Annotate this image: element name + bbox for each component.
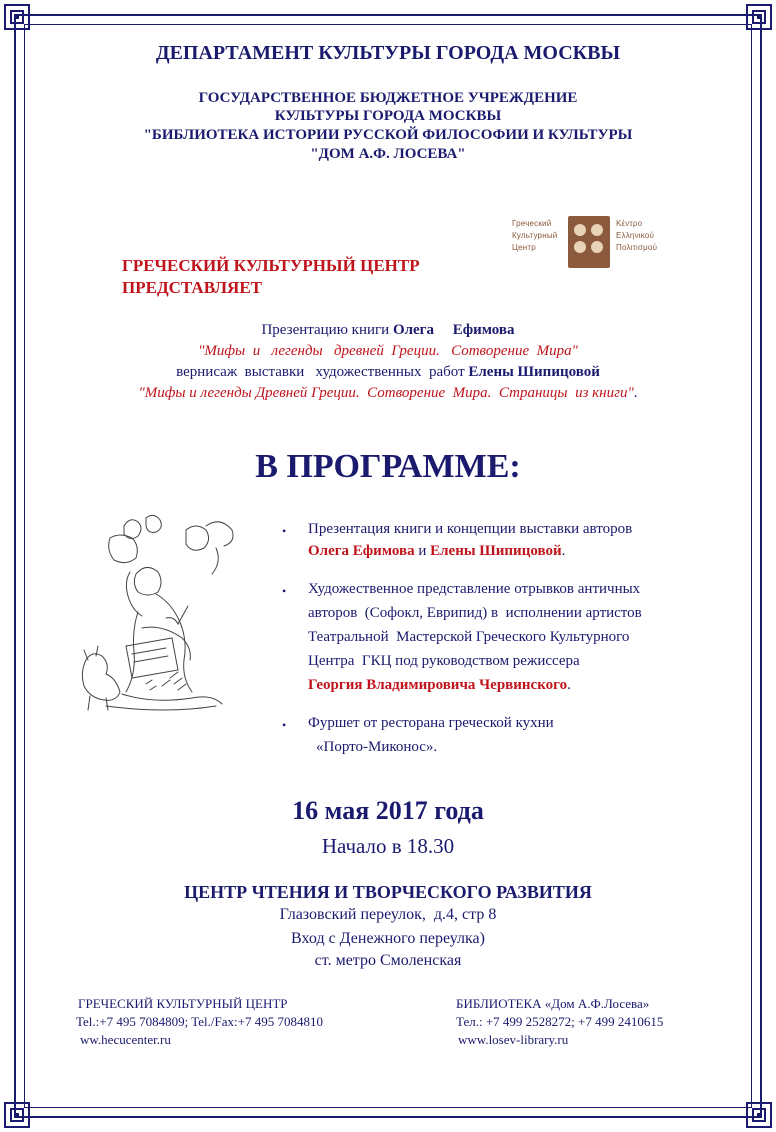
institution-line-4: "ДОМ А.Ф. ЛОСЕВА" [310,146,466,162]
vernissage-text: вернисаж выставки художественных работ [176,364,465,380]
program-item-3-line-2: «Порто-Миконос». [316,739,438,755]
exhibition-title-line: "Мифы и легенды Древней Греции. Сотворение Мира. Страницы из книги". [138,385,638,401]
logo-emblem-icon [568,216,610,268]
presentation-intro: Презентацию книги [261,322,390,338]
footer-right-phones: Тел.: +7 499 2528272; +7 499 2410615 [456,1014,664,1029]
program-item-2-line-5: Георгия Владимировича Червинского. [308,677,571,693]
institution-line-1: ГОСУДАРСТВЕННОЕ БЮДЖЕТНОЕ УЧРЕЖДЕНИЕ [198,90,578,106]
institution-line-2: КУЛЬТУРЫ ГОРОДА МОСКВЫ [274,108,502,124]
program-heading: В ПРОГРАММЕ: [255,448,521,485]
footer-left-name: ГРЕЧЕСКИЙ КУЛЬТУРНЫЙ ЦЕНТР [78,996,288,1011]
program-item-1-line-2: Олега Ефимова и Елены Шипицовой. [308,543,566,559]
artist-name: Елены Шипицовой [468,364,600,380]
gcc-logo [512,214,672,272]
venue-address: Глазовский переулок, д.4, стр 8 [279,906,497,923]
mythology-sketch-illustration [66,508,242,718]
presentation-intro-line [0,322,776,339]
program-item-2-line-3: Театральной Мастерской Греческого Культурного [308,629,630,645]
bullet-3: • [282,718,287,732]
venue-metro: ст. метро Смоленская [314,952,462,969]
venue-name: ЦЕНТР ЧТЕНИЯ И ТВОРЧЕСКОГО РАЗВИТИЯ [184,882,592,902]
bullet-1: • [282,524,287,538]
artist-name-red: Елены Шипицовой [430,543,562,559]
corner-ornament-top-left [4,4,30,30]
institution-line-3: "БИБЛИОТЕКА ИСТОРИИ РУССКОЙ ФИЛОСОФИИ И КУЛЬТУРЫ [143,127,633,143]
program-item-2-line-1: Художественное представление отрывков античных [308,581,641,597]
presenter-line-2: ПРЕДСТАВЛЯЕТ [122,278,263,297]
logo-text-right: Κέντρο Ελληνικού Πολιτισμού [616,219,658,252]
book-title: "Мифы и легенды древней Греции. Сотворение Мира" [198,343,578,359]
vernissage-line [0,364,776,381]
exhibition-title: "Мифы и легенды Древней Греции. Сотворение Мира. Страницы из книги" [138,385,634,401]
department-title: ДЕПАРТАМЕНТ КУЛЬТУРЫ ГОРОДА МОСКВЫ [155,42,621,64]
program-item-3-line-1: Фуршет от ресторана греческой кухни [308,715,554,731]
logo-text-left: Греческий Культурный Центр [512,219,558,252]
footer-left-phones: Tel.:+7 495 7084809; Tel./Fax:+7 495 7084810 [76,1014,323,1029]
director-name: Георгия Владимировича Червинского [308,677,568,693]
corner-ornament-bottom-left [4,1102,30,1128]
program-item-2-line-2: авторов (Софокл, Еврипид) в исполнении артистов [308,605,642,621]
program-item-1-line-1: Презентация книги и концепции выставки авторов [308,521,633,537]
author-name-red: Олега Ефимова [308,543,415,559]
presenter-line-1: ГРЕЧЕСКИЙ КУЛЬТУРНЫЙ ЦЕНТР [122,256,420,275]
author-name: Олега Ефимова [392,322,515,338]
footer-right-web[interactable]: www.losev-library.ru [458,1032,569,1047]
footer-right-name: БИБЛИОТЕКА «Дом А.Ф.Лосева» [456,996,650,1011]
event-start-time: Начало в 18.30 [321,834,455,858]
program-item-2-line-4: Центра ГКЦ под руководством режиссера [308,653,580,669]
footer-left-web[interactable]: ww.hecucenter.ru [80,1032,171,1047]
event-date: 16 мая 2017 года [292,796,484,825]
corner-ornament-top-right [746,4,772,30]
bullet-2: • [282,584,287,598]
corner-ornament-bottom-right [746,1102,772,1128]
venue-entrance: Вход с Денежного переулка) [291,930,485,947]
